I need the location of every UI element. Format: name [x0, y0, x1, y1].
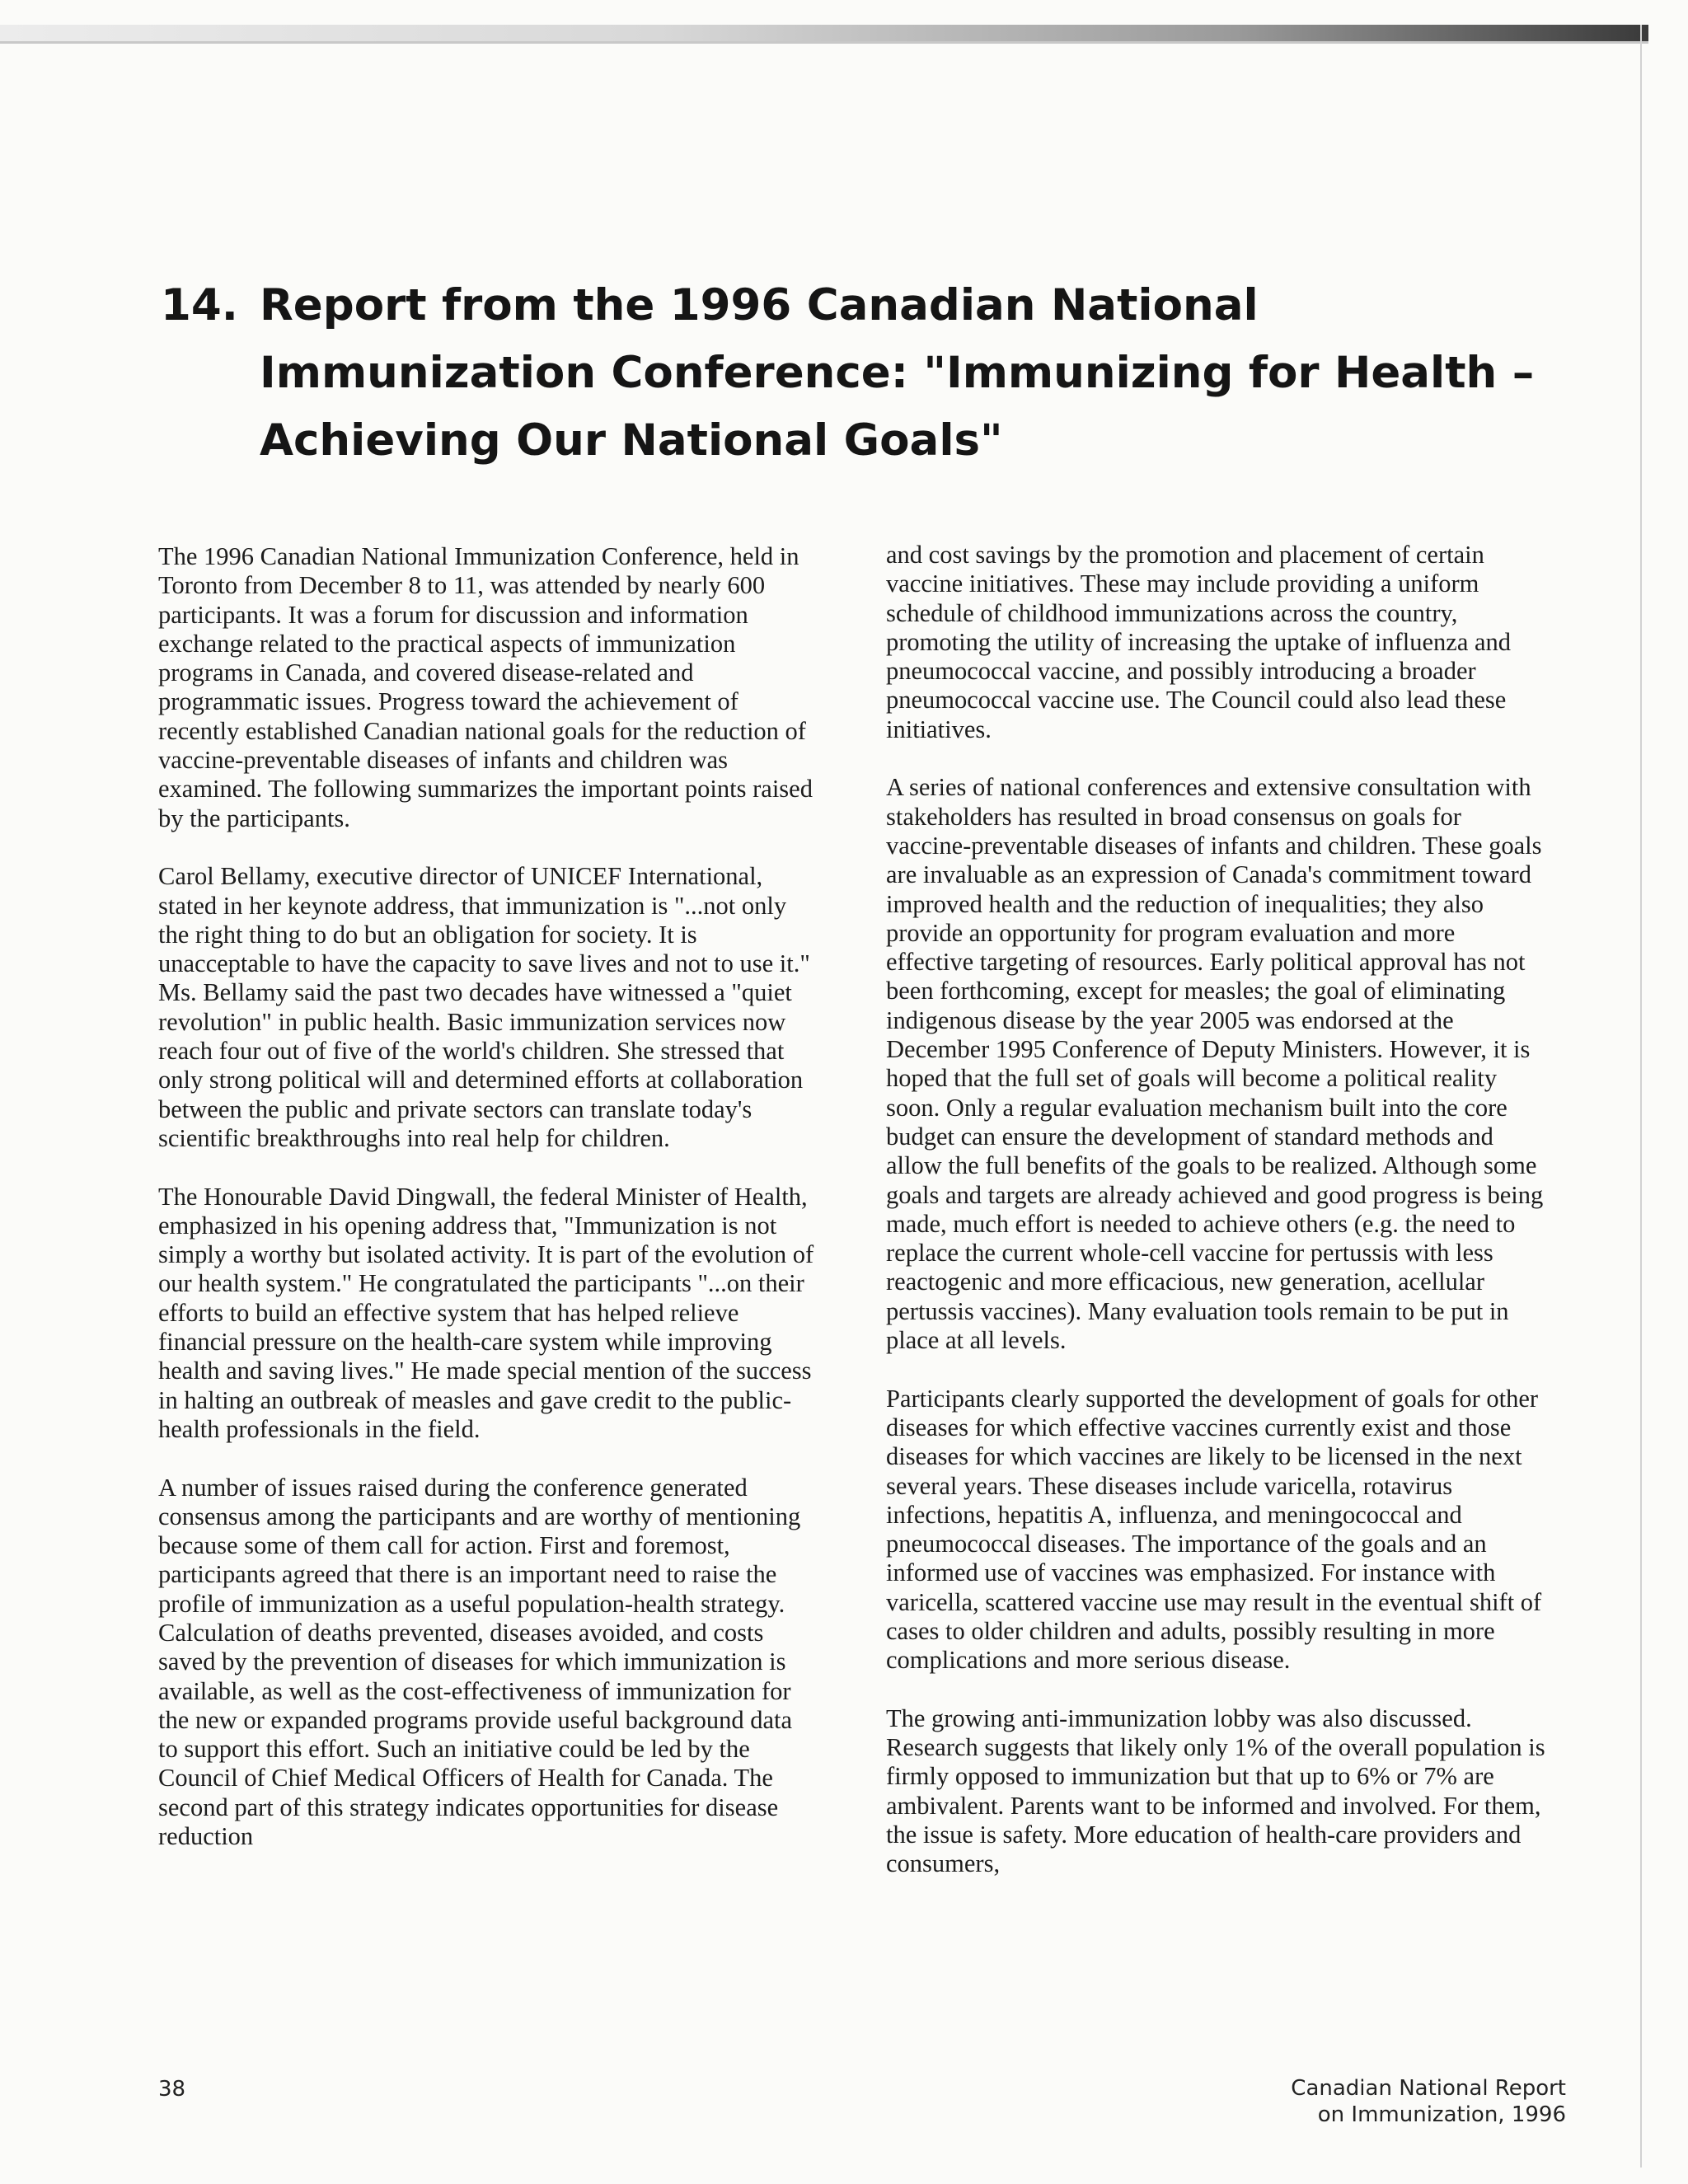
publication-line-1: Canadian National Report — [1291, 2076, 1566, 2101]
header-rule-line — [0, 41, 1648, 44]
paragraph: Carol Bellamy, executive director of UNICEF International, stated in her keynote address, that immunization is "...not only the right thing to do but an obligation for society. It is unacceptable to have the capacity to save lives and not to use it." Ms. Bellamy said the past two decades have witnessed a "quiet revolution" in public health. Basic immunization services now reach four out of five of the world's children. She stressed that only strong political will and determined efforts at collaboration between the public and private sectors can translate today's scientific breakthroughs into real help for children. — [158, 862, 810, 1152]
paragraph: The 1996 Canadian National Immunization Conference, held in Toronto from December 8 to 11, was attended by nearly 600 participants. It was a forum for discussion and information exchange related to the practical aspects of immunization programs in Canada, and covered disease-related and programmatic issues. Progress toward the achievement of recently established Canadian national goals for the reduction of vaccine-preventable diseases of infants and children was examined. The following summarizes the important points raised by the participants. — [158, 542, 813, 832]
page-edge — [1640, 25, 1642, 2168]
paragraph: Participants clearly supported the development of goals for other diseases for which effective vaccines currently exist and those diseases for which vaccines are likely to be licensed in the next several years. These diseases include varicella, rotavirus infections, hepatitis A, influenza, and meningococcal and pneumococcal diseases. The importance of the goals and an informed use of vaccines was emphasized. For instance with varicella, scattered vaccine use may result in the eventual shift of cases to older children and adults, possibly resulting in more complications and more serious disease. — [886, 1384, 1542, 1675]
paragraph: A number of issues raised during the conference generated consensus among the participants and are worthy of mentioning because some of them call for action. First and foremost, participants agreed that there is an important need to raise the profile of immunization as a useful population-health strategy. Calculation of deaths prevented, diseases avoided, and costs saved by the prevention of diseases for which immunization is available, as well as the cost-effectiveness of immunization for the new or expanded programs provide useful background data to support this effort. Such an initiative could be led by the Council of Chief Medical Officers of Health for Canada. The second part of this strategy indicates opportunities for disease reduction — [158, 1473, 801, 1851]
header-rule — [0, 25, 1648, 43]
left-column — [158, 542, 818, 1881]
paragraph: and cost savings by the promotion and placement of certain vaccine initiatives. These may include providing a uniform schedule of childhood immunizations across the country, promoting the utility of increasing the uptake of influenza and pneumococcal vaccine, and possibly introducing a broader pneumococcal vaccine use. The Council could also lead these initiatives. — [886, 541, 1512, 743]
title-line-2: Immunization Conference: "Immunizing for Health – — [260, 348, 1535, 398]
paragraph: A series of national conferences and extensive consultation with stakeholders has resulted in broad consensus on goals for vaccine-preventable diseases of infants and children. These goals are invaluable as an expression of Canada's commitment toward improved health and the reduction of inequalities; they also provide an opportunity for program evaluation and more effective targeting of resources. Early political approval has not been forthcoming, except for measles; the goal of eliminating indigenous disease by the year 2005 was endorsed at the December 1995 Conference of Deputy Ministers. However, it is hoped that the full set of goals will become a political reality soon. Only a regular evaluation mechanism built into the core budget can ensure the development of standard methods and allow the full benefits of the goals to be realized. Although some goals and targets are already achieved and good progress is being made, much effort is needed to achieve others (e.g. the need to replace the current whole-cell vaccine for pertussis with less reactogenic and more efficacious, new generation, acellular pertussis vaccines). Many evaluation tools remain to be put in place at all levels. — [886, 773, 1544, 1355]
title-line-3: Achieving Our National Goals" — [260, 415, 1003, 466]
paragraph: The Honourable David Dingwall, the federal Minister of Health, emphasized in his opening address that, "Immunization is not simply a worthy but isolated activity. It is part of the evolution of our health system." He congratulated the participants "...on their efforts to build an effective system that has helped relieve financial pressure on the health-care system while improving health and saving lives." He made special mention of the success in halting an outbreak of measles and gave credit to the public-health professionals in the field. — [158, 1182, 814, 1443]
publication-line-2: on Immunization, 1996 — [1317, 2102, 1566, 2127]
page-title — [161, 272, 1562, 475]
paragraph: The growing anti-immunization lobby was also discussed. Research suggests that likely only 1% of the overall population is firmly opposed to immunization but that up to 6% or 7% are ambivalent. Parents want to be informed and involved. For them, the issue is safety. More education of health-care providers and consumers, — [886, 1704, 1545, 1878]
page-number: 38 — [158, 2077, 186, 2102]
section-number: 14. — [161, 280, 238, 330]
right-column — [886, 541, 1545, 1908]
title-text-1: Report from the 1996 Canadian National — [260, 280, 1259, 330]
title-line-1 — [161, 272, 1562, 340]
publication-title — [1137, 2075, 1566, 2128]
